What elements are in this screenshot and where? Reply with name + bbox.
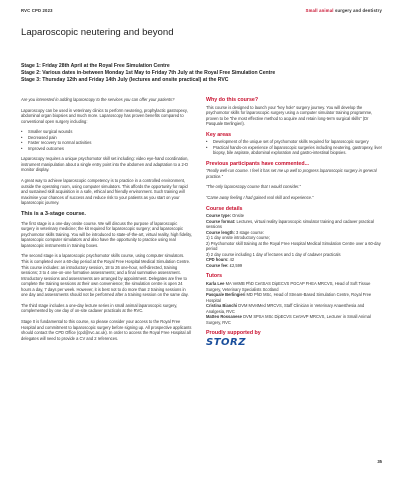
- cpd-hours-label: CPD hours:: [206, 257, 229, 263]
- course-length-label: Course length:: [206, 229, 235, 235]
- testimonial-quote: “Came away feeling I had gained real skill and experience.”: [206, 194, 314, 200]
- page-header: [21, 8, 382, 16]
- benefit-item: • Decreased pain: [21, 135, 192, 141]
- benefits-list: [21, 129, 192, 151]
- paragraph-skillset: Laparoscopy requires a unique psychomotor skill set including: video eye-hand coordination, instrument manipulation about a single entry point into the abdomen and adaptation to a 2-D monitor display.: [21, 156, 189, 173]
- sponsor-heading: Proudly supported by: [206, 330, 261, 337]
- stage-line: 1) 1 day onsite introductory course;: [206, 235, 270, 241]
- benefit-item: • Faster recovery to normal activities: [21, 140, 192, 146]
- stage-line: 2) Psychomotor skill training at the Royal Free Hospital Medical Simulation Centre over a 60-day period: [206, 240, 381, 252]
- key-area-item: • Practical hands-on experience of laparoscopic surgeries including neutering, gastropexy, liver biopsy, bile aspirate, abdominal exploration and gastro-intestinal biopsies.: [206, 145, 384, 156]
- paragraph-stage-three: The third stage includes a one-day lecture series in small animal laparoscopic surgery, complemented by one day of on-site cadaver practicals at the RVC.: [21, 302, 178, 314]
- key-areas-heading: Key areas: [206, 131, 232, 138]
- tutor-name: Cristina Bianchi: [206, 303, 238, 309]
- three-stage-heading: This is a 3-stage course.: [21, 210, 86, 217]
- paragraph-application: Stage 0 is fundamental to this course, so please consider your access to the Royal Free Hospital and commitment to laparoscopic surgery before signing up. All prospective applicants should contact the CPD Office (cpd@rvc.ac.uk). In order to access the Royal Free Hospital all delegates will need to provide a CV and 2 references.: [21, 318, 192, 341]
- course-details-heading: Course details: [206, 205, 243, 212]
- why-text: This course is designed to launch your “key hole” surgery journey. You will develop the psychomotor skills for laparoscopic surgery using a computer simulator training programme, proven to be “the most effective method to acquire and retain long-term surgical skills” (Dr Pasquale Berlingieri).: [206, 104, 373, 127]
- stage-list: [21, 63, 382, 84]
- why-heading: Why do this course?: [206, 97, 259, 103]
- page-title: Laparoscopic neutering and beyond: [21, 27, 174, 38]
- storz-logo-text: STORZ: [206, 336, 246, 348]
- paragraph-benefits: Laparoscopy can be used in veterinary clinics to perform neutering, prophylactic gastropexy, abdominal organ biopsies and much more. Laparoscopy has proven benefits compared to conventional open surgery including:: [21, 107, 188, 124]
- paragraph-stage-one: The first stage is a one-day onsite course. We will discuss the purpose of laparoscopic surgery in veterinary medicine; the kit required for laparoscopic surgery; and laparoscopic psychomotor skills training. You will be introduced to state-of-the-art, virtual reality, high fidelity, laparoscopic computer simulators and also have the opportunity to practice using real laparoscopic instruments in training boxes.: [21, 220, 192, 248]
- header-left: RVC CPD 2023: [21, 8, 53, 13]
- left-column: [21, 97, 192, 346]
- course-type-value: Onsite: [231, 213, 245, 219]
- course-length-value: 3 stage course:: [234, 229, 265, 235]
- benefit-item: • Improved outcomes: [21, 146, 192, 152]
- course-fee-value: £2,599: [228, 262, 243, 268]
- key-areas-list: [206, 139, 384, 156]
- header-right: [306, 8, 382, 13]
- tutor-name: Matteo Rossanese: [206, 314, 242, 320]
- right-column: [206, 97, 384, 354]
- course-fee-line: [206, 263, 384, 269]
- tutors-heading: Tutors: [206, 273, 223, 280]
- tutor-credentials: DVM MVetMed MRCVS, Staff Clinician in Veterinary Anaesthesia and Analgesia, RVC: [206, 303, 365, 314]
- header-category: Small animal: [305, 8, 334, 13]
- header-category-rest: surgery and dentistry: [333, 8, 382, 13]
- course-format-line: [206, 219, 384, 230]
- tutor-entry: [206, 303, 384, 314]
- tutor-entry: [206, 281, 384, 292]
- tutor-credentials: MD PhD MSc, Head of Stream-Based Simulation Centre, Royal Free Hospital: [206, 292, 372, 303]
- course-format-value: Lectures, virtual reality laparoscopic simulator training and cadaver practical sessions: [206, 218, 374, 230]
- course-format-label: Course format:: [206, 218, 236, 224]
- tutor-credentials: DVM SPSA MSc DipECVS CertAVP MRCVS, Lecturer in Small Animal Surgery, RVC: [206, 314, 371, 325]
- paragraph-stage-two: The second stage is a laparoscopic psychomotor skills course, using computer simulators. This is completed over a 60-day period at the Royal Free Hospital Medical Simulation Centre. This course includes: an introductory session, 18 to 26 one-hour, self-directed, training sessions; 3 to 4 one-on-one formative assessments; and a final summative assessment. Introductory sessions and assessments are arranged by appointment. Delegates are free to complete the training sessions at their own convenience; the simulation centre is open 24 hours a day, 7 days per week. However, it is best not to do more than 2 training sessions in one day and assessments should not be performed after a training session on the same day.: [21, 253, 191, 298]
- storz-logo: [206, 336, 250, 353]
- course-fee-label: Course fee:: [206, 262, 229, 268]
- key-area-item: • Development of the unique set of psychomotor skills required for laparoscopic surgery: [206, 139, 384, 145]
- intro-question: Are you interested in adding laparoscopy to the services you can offer your patients?: [21, 97, 175, 102]
- tutor-entry: [206, 292, 384, 303]
- page-number: 35: [377, 459, 382, 464]
- benefit-item: • Smaller surgical wounds: [21, 129, 192, 135]
- tutor-name: Pasquale Berlingieri: [206, 292, 246, 298]
- testimonial-quote: “Really well-run course. I feel it has set me up well to progress laparoscopic surgery in general practice.”: [206, 168, 377, 179]
- testimonial-quote: “The only laparoscopy course that I would consider.”: [206, 184, 301, 190]
- tutor-name: Karla Lee: [206, 280, 225, 286]
- stage-1: Stage 1: Friday 28th April at the Royal Free Simulation Centre: [21, 63, 170, 69]
- tutor-credentials: MA VetMB PhD CertSAS DipECVS PGCAP FHEA MRCVS, Head of Soft Tissue Surgery, Veterinary Specialists Scotland: [206, 280, 371, 292]
- course-type-label: Course type:: [206, 213, 232, 219]
- stage-line: 3) 2 day course including 1 day of lectures and 1 day of cadaver practicals: [206, 251, 341, 257]
- cpd-hours-value: 42: [228, 257, 235, 263]
- paragraph-simulators: A great way to achieve laparoscopic competency is to practice in a controlled environment, outside the operating room, using computer simulators. This affords the opportunity for rapid and sustained skill acquisition in a safe, ethical and friendly environment. Such training will maximise your chances of success and reduce risk to your patients as you start on your laparoscopic journey.: [21, 178, 188, 206]
- tutor-entry: [206, 314, 384, 325]
- stage-3: Stage 3: Thursday 12th and Friday 14th July (lectures and onsite practical) at the RVC: [21, 77, 229, 83]
- testimonials-heading: Previous participants have commented...: [206, 160, 310, 167]
- stage-2: Stage 2: Various dates in-between Monday 1st May to Friday 7th July at the Royal Free Simulation Centre: [21, 70, 276, 76]
